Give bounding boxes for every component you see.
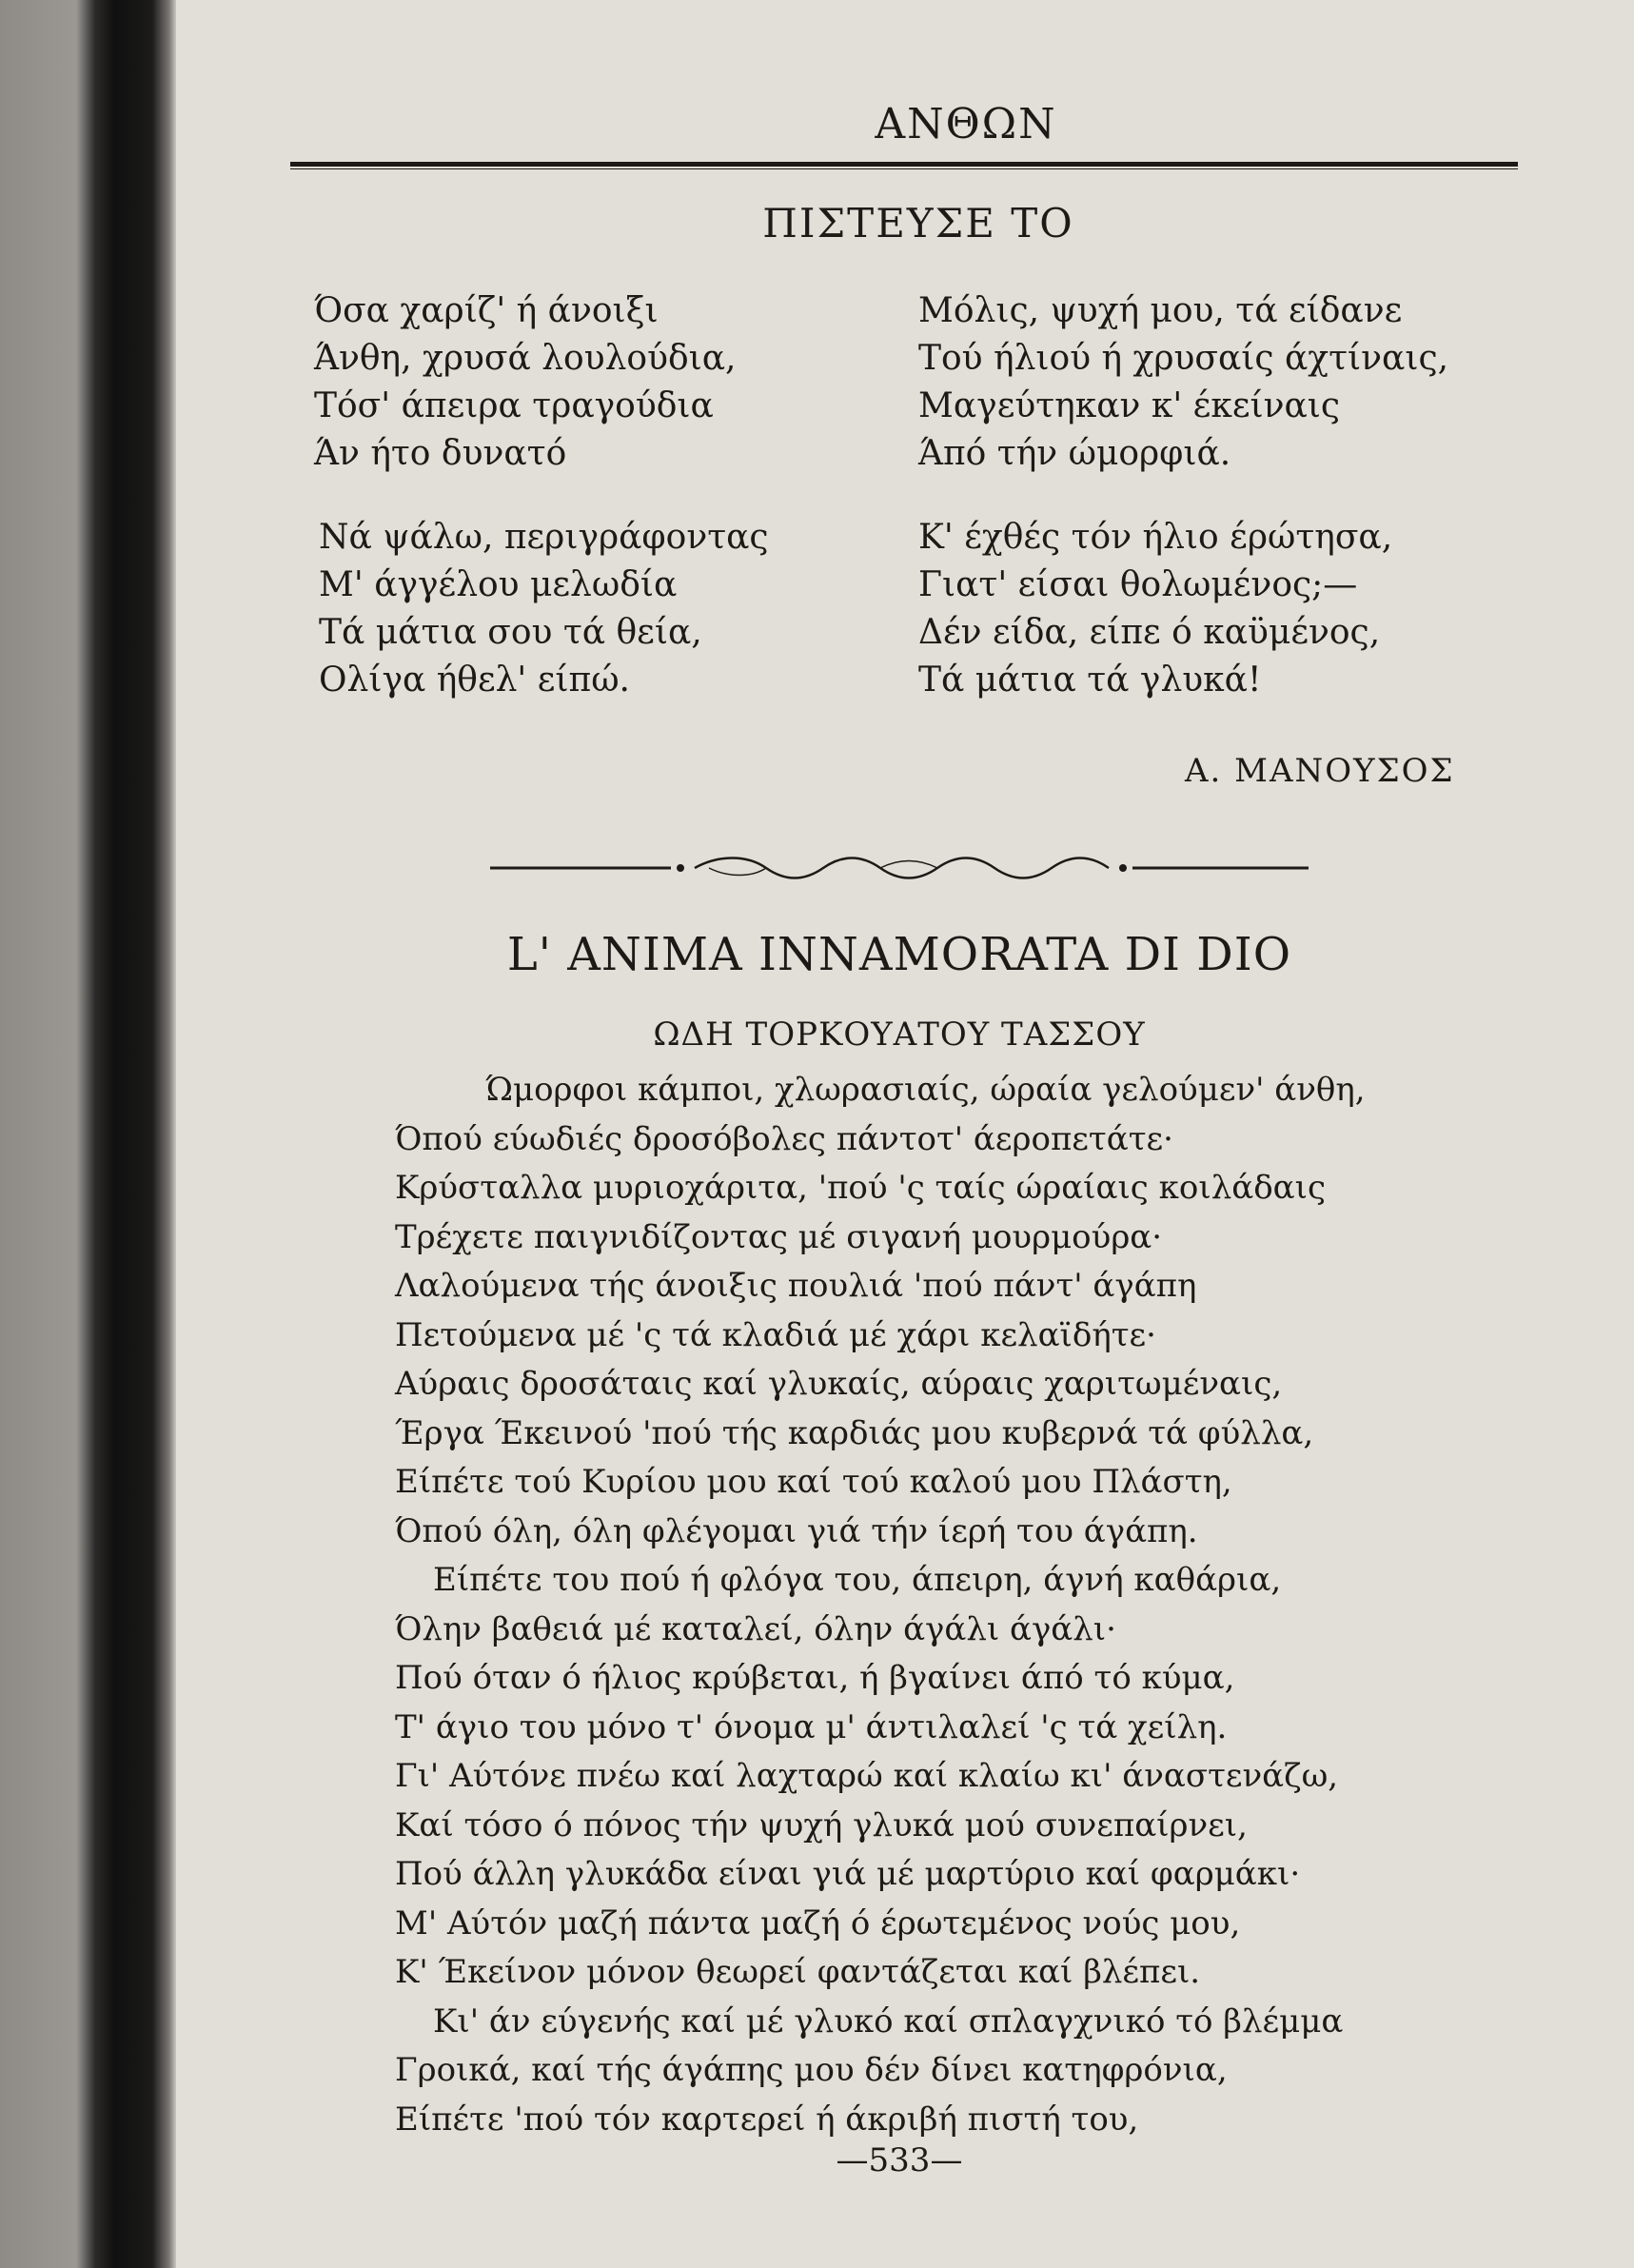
verse-line: Όλην βαθειά μέ καταλεί, όλην άγάλι άγάλι·: [395, 1609, 1116, 1648]
verse-line: Τρέχετε παιγνιδίζοντας μέ σιγανή μουρμούρα·: [395, 1217, 1163, 1256]
verse-line: Νά ψάλω, περιγράφοντας: [319, 518, 769, 557]
poem-title: ΠΙΣΤΕΥΣΕ ΤΟ: [762, 200, 1074, 247]
verse-line: Κ' έχθές τόν ήλιο έρώτησα,: [918, 518, 1393, 557]
verse-line: Είπέτε 'πού τόν καρτερεί ή άκριβή πιστή του,: [395, 2100, 1139, 2139]
verse-line: Μόλις, ψυχή μου, τά είδανε: [918, 291, 1403, 330]
verse-line: Μαγεύτηκαν κ' έκείναις: [918, 386, 1341, 425]
verse-line: Πετούμενα μέ 'ς τά κλαδιά μέ χάρι κελαϊδήτε·: [395, 1315, 1156, 1354]
verse-line: Τά μάτια σου τά θεία,: [319, 613, 702, 652]
verse-line: Λαλούμενα τής άνοιξις πουλιά 'πού πάντ' άγάπη: [395, 1267, 1197, 1305]
ornamental-divider-icon: [490, 849, 1309, 887]
verse-line: Δέν είδα, είπε ό καϋμένος,: [918, 613, 1381, 652]
verse-line: Μ' άγγέλου μελωδία: [319, 565, 678, 604]
verse-line: Άνθη, χρυσά λουλούδια,: [314, 339, 737, 378]
verse-line: Είπέτε τού Κυρίου μου καί τού καλού μου Πλάστη,: [395, 1463, 1232, 1501]
header-rule-thin: [290, 168, 1518, 169]
verse-line: Αύραις δροσάταις καί γλυκαίς, αύραις χαριτωμέναις,: [395, 1365, 1283, 1403]
ode-text: [395, 1066, 1518, 2144]
stanza: [314, 287, 737, 478]
verse-line: Άν ήτο δυνατό: [314, 434, 567, 473]
book-binding-shadow: [0, 0, 176, 2268]
verse-line: Κρύσταλλα μυριοχάριτα, 'πού 'ς ταίς ώραίαις κοιλάδαις: [395, 1169, 1327, 1207]
book-page: [176, 0, 1634, 2268]
verse-line: Πού όταν ό ήλιος κρύβεται, ή βγαίνει άπό τό κύμα,: [395, 1659, 1235, 1697]
verse-line: Είπέτε του πού ή φλόγα του, άπειρη, άγνή καθάρια,: [433, 1561, 1282, 1599]
verse-line: Τού ήλιού ή χρυσαίς άχτίναις,: [918, 339, 1449, 378]
verse-line: Άπό τήν ώμορφιά.: [918, 434, 1231, 473]
section-subtitle: ΩΔΗ ΤΟΡΚΟΥΑΤΟΥ ΤΑΣΣΟΥ: [653, 1016, 1146, 1054]
stanza: [918, 287, 1448, 478]
verse-line: Τ' άγιο του μόνο τ' όνομα μ' άντιλαλεί 'ς τά χείλη.: [395, 1707, 1228, 1746]
stanza: [918, 514, 1392, 704]
verse-line: Καί τόσο ό πόνος τήν ψυχή γλυκά μού συνεπαίρνει,: [395, 1805, 1248, 1844]
verse-line: Όπού εύωδιές δροσόβολες πάντοτ' άεροπετάτε·: [395, 1119, 1173, 1158]
verse-line: Πού άλλη γλυκάδα είναι γιά μέ μαρτύριο καί φαρμάκι·: [395, 1855, 1301, 1893]
verse-line: Μ' Αύτόν μαζή πάντα μαζή ό έρωτεμένος νούς μου,: [395, 1903, 1241, 1943]
verse-line: Τόσ' άπειρα τραγούδια: [314, 386, 714, 425]
verse-line: Έργα Έκεινού 'πού τής καρδιάς μου κυβερνά τά φύλλα,: [395, 1413, 1314, 1452]
verse-line: Κι' άν εύγενής καί μέ γλυκό καί σπλαγχνικό τό βλέμμα: [433, 2002, 1344, 2041]
verse-line: Γροικά, καί τής άγάπης μου δέν δίνει κατηφρόνια,: [395, 2051, 1228, 2089]
verse-line: Γι' Αύτόνε πνέω καί λαχταρώ καί κλαίω κι' άναστενάζω,: [395, 1757, 1339, 1795]
verse-line: Όπού όλη, όλη φλέγομαι γιά τήν ίερή του άγάπη.: [395, 1511, 1198, 1550]
verse-line: Ώμορφοι κάμποι, χλωρασιαίς, ώραία γελούμεν' άνθη,: [485, 1071, 1366, 1109]
verse-line: Γιατ' είσαι θολωμένος;—: [918, 565, 1358, 604]
verse-line: Τά μάτια τά γλυκά!: [918, 661, 1262, 700]
verse-line: Ολίγα ήθελ' είπώ.: [319, 661, 630, 700]
header-rule: [290, 162, 1518, 167]
author-signature: Α. ΜΑΝΟΥΣΟΣ: [1185, 752, 1455, 790]
page-number: —533—: [836, 2141, 963, 2179]
section-title: L' ANIMA INNAMORATA DI DIO: [506, 928, 1292, 981]
running-head: ΑΝΘΩΝ: [875, 100, 1057, 148]
verse-line: Όσα χαρίζ' ή άνοιξι: [314, 291, 659, 330]
stanza: [319, 514, 769, 704]
verse-line: Κ' Έκείνον μόνον θεωρεί φαντάζεται καί βλέπει.: [395, 1953, 1201, 1991]
